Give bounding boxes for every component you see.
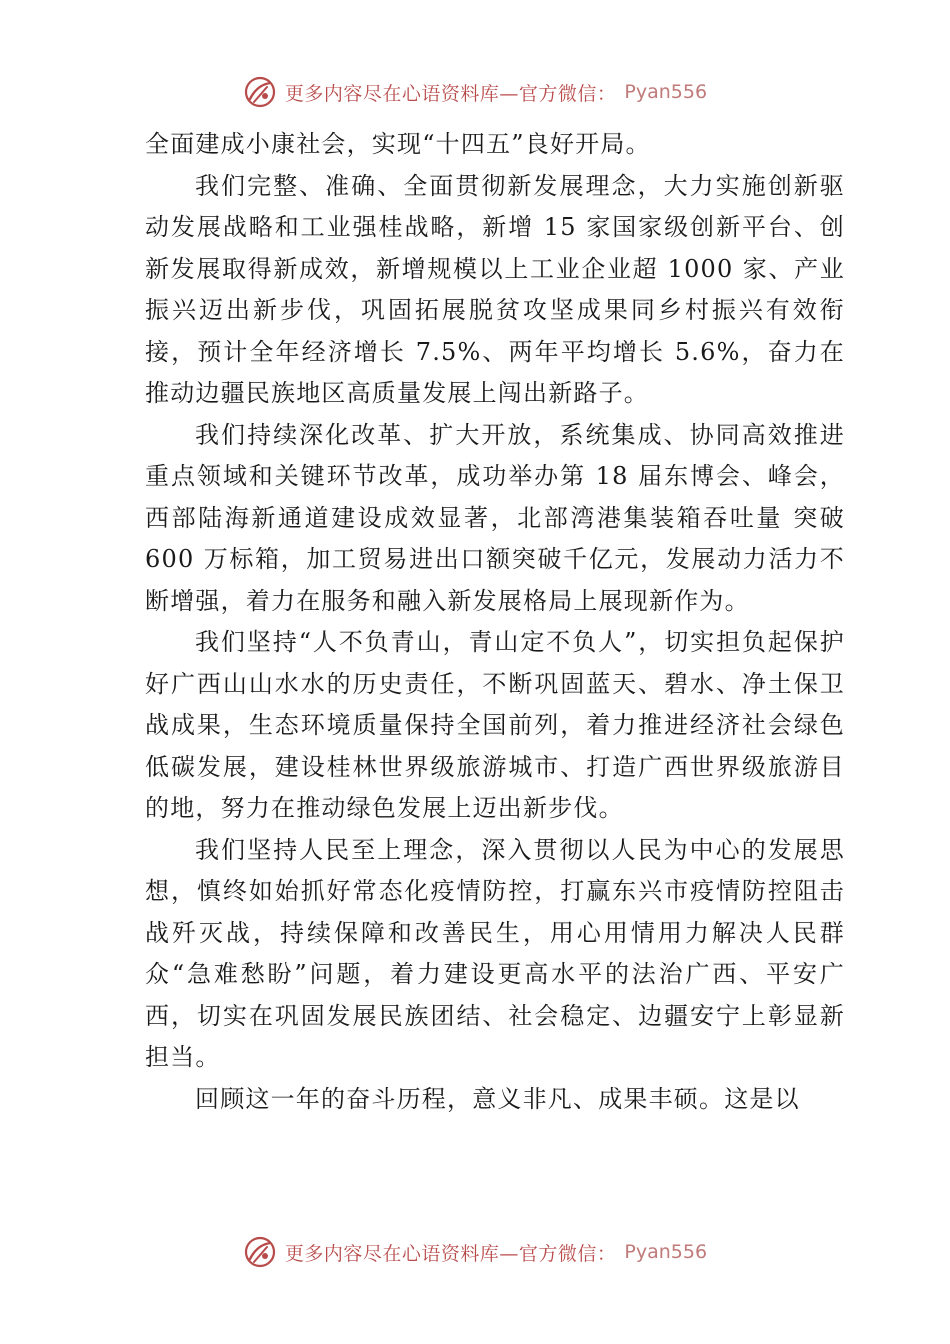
paragraph-continuation: 全面建成小康社会，实现“十四五”良好开局。 [145, 130, 651, 158]
paragraph-review: 回顾这一年的奋斗历程，意义非凡、成果丰硕。这是以 [195, 1084, 800, 1113]
paragraph-people: 我们坚持人民至上理念，深入贯彻以人民为中心的发展思想，慎终如始抓好常态化疫情防控，打赢东兴市疫情防控阻击战歼灭战，持续保障和改善民生，用心用情用力解决人民群众“急难愁盼”问题，着力建设更高水平的法治广西、平安广西，切实在巩固发展民族团结、社会稳定、边疆安宁上彰显新担当。 [145, 835, 845, 1071]
paragraph-innovation: 我们完整、准确、全面贯彻新发展理念，大力实施创新驱动发展战略和工业强桂战略，新增 15 家国家级创新平台、创新发展取得新成效，新增规模以上工业企业超 1000 家、产业振兴迈出新步伐，巩固拓展脱贫攻坚成果同乡村振兴有效衔接，预计全年经济增长 7.5%、两年平均增长 5.6%，奋力在推动边疆民族地区高质量发展上闯出新路子。 [145, 171, 845, 407]
paragraph-ecology: 我们坚持“人不负青山，青山定不负人”，切实担负起保护好广西山山水水的历史责任，不断巩固蓝天、碧水、净土保卫战成果，生态环境质量保持全国前列，着力推进经济社会绿色低碳发展，建设桂林世界级旅游城市、打造广西世界级旅游目的地，努力在推动绿色发展上迈出新步伐。 [145, 628, 845, 822]
paragraph-reform-opening: 我们持续深化改革、扩大开放，系统集成、协同高效推进重点领域和关键环节改革，成功举办第 18 届东博会、峰会，西部陆海新通道建设成效显著，北部湾港集装箱吞吐量 突破 600 万标箱，加工贸易进出口额突破千亿元，发展动力活力不断增强，着力在服务和融入新发展格局上展现新作为。 [145, 420, 845, 615]
watermark-wechat-id: Pyan556 [624, 1241, 708, 1263]
watermark-logo-icon [243, 1235, 277, 1269]
header-watermark [0, 72, 950, 112]
document-body [145, 124, 845, 1120]
watermark-text: 更多内容尽在心语资料库—官方微信： [284, 82, 617, 105]
footer-watermark [0, 1232, 950, 1272]
watermark-logo-icon [243, 75, 277, 109]
watermark-text: 更多内容尽在心语资料库—官方微信： [284, 1242, 617, 1265]
watermark-wechat-id: Pyan556 [624, 81, 708, 103]
